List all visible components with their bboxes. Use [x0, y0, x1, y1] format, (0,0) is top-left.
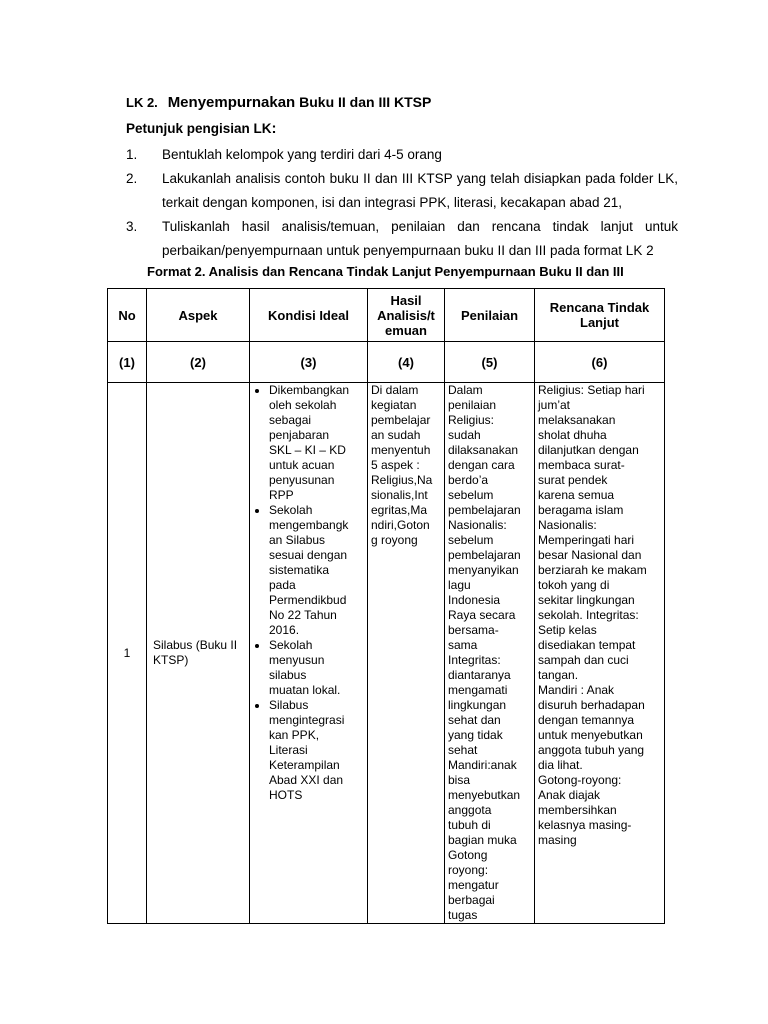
instruction-text: Lakukanlah analisis contoh buku II dan III KTSP yang telah disiapkan pada folder LK, terkait dengan komponen, isi dan integrasi PPK, literasi, kecakapan abad 21,	[162, 171, 678, 210]
cell-line: bagian muka	[448, 833, 517, 847]
instruction-number: 3.	[126, 219, 138, 234]
header-line: emuan	[385, 322, 427, 338]
cell-line: bisa	[448, 773, 471, 787]
cell-line: Silabus (Buku II	[153, 638, 238, 652]
column-number: (1)	[108, 342, 147, 383]
cell-line: kan PPK,	[269, 728, 320, 742]
cell-line: kelasnya masing-	[538, 818, 632, 832]
instruction-text: Bentuklah kelompok yang terdiri dari 4-5 orang	[162, 147, 442, 162]
cell-line: mengamati	[448, 683, 508, 697]
instructions-label	[126, 120, 277, 137]
cell-line: • Sekolah	[269, 638, 313, 652]
cell-line: muatan lokal.	[269, 683, 341, 697]
cell-line: sampah dan cuci	[538, 653, 629, 667]
kondisi-ideal-item	[269, 503, 367, 638]
cell-line: yang tidak	[448, 728, 503, 742]
header-line: Hasil	[390, 292, 422, 308]
header-kondisi-ideal: Kondisi Ideal	[250, 289, 368, 342]
cell-line: pada	[269, 578, 296, 592]
column-number: (2)	[147, 342, 250, 383]
cell-line: sudah	[448, 428, 481, 442]
cell-line: Di dalam	[371, 383, 419, 397]
cell-line: Literasi	[269, 743, 308, 757]
cell-line: surat pendek	[538, 473, 608, 487]
cell-line: pembelajaran	[448, 548, 521, 562]
cell-line: sebagai	[269, 413, 312, 427]
cell-line: Dalam	[448, 383, 483, 397]
cell-rencana	[535, 383, 665, 924]
page-title	[126, 94, 431, 111]
cell-line: sholat dhuha	[538, 428, 607, 442]
cell-line: tokoh yang di	[538, 578, 610, 592]
instruction-list	[126, 143, 678, 263]
cell-line: Gotong	[448, 848, 488, 862]
cell-line: Indonesia	[448, 593, 501, 607]
header-hasil-analisis	[368, 289, 445, 342]
cell-line: an Silabus	[269, 533, 326, 547]
instruction-item	[126, 167, 678, 215]
header-line: Analisis/t	[377, 307, 435, 323]
cell-line: membaca surat-	[538, 458, 625, 472]
cell-line: dilaksanakan	[448, 443, 519, 457]
cell-line: Setip kelas	[538, 623, 597, 637]
column-number: (4)	[368, 342, 445, 383]
header-rencana	[535, 289, 665, 342]
analysis-table	[107, 288, 665, 924]
cell-line: SKL – KI – KD	[269, 443, 346, 457]
cell-line: tugas	[448, 908, 478, 922]
cell-line: kegiatan	[371, 398, 417, 412]
format-title: Format 2. Analisis dan Rencana Tindak Lanjut Penyempurnaan Buku II dan III	[147, 264, 624, 279]
kondisi-ideal-item	[269, 383, 367, 503]
header-line: Rencana Tindak	[549, 300, 650, 315]
cell-line: Integritas:	[448, 653, 501, 667]
table-header-row	[108, 289, 665, 342]
hasil-analisis-text	[368, 383, 444, 548]
cell-line: sebelum	[448, 488, 494, 502]
header-penilaian: Penilaian	[445, 289, 535, 342]
cell-line: dengan temannya	[538, 713, 635, 727]
cell-line: berziarah ke makam	[538, 563, 647, 577]
cell-line: sekolah. Integritas:	[538, 608, 639, 622]
cell-line: Religius: Setiap hari	[538, 383, 645, 397]
header-no: No	[108, 289, 147, 342]
cell-line: penilaian	[448, 398, 497, 412]
cell-line: berdo’a	[448, 473, 489, 487]
instructions-colon: :	[271, 120, 277, 137]
cell-line: mengatur	[448, 878, 499, 892]
cell-line: tangan.	[538, 668, 579, 682]
cell-line: silabus	[269, 668, 307, 682]
cell-line: Gotong-royong:	[538, 773, 622, 787]
cell-line: Nasionalis:	[538, 518, 597, 532]
column-number: (6)	[535, 342, 665, 383]
cell-line: sistematika	[269, 563, 330, 577]
cell-line: sekitar lingkungan	[538, 593, 635, 607]
cell-line: sehat dan	[448, 713, 501, 727]
cell-penilaian	[445, 383, 535, 924]
cell-line: menyentuh	[371, 443, 431, 457]
cell-no: 1	[108, 383, 147, 924]
cell-line: No 22 Tahun	[269, 608, 337, 622]
cell-line: untuk acuan	[269, 458, 335, 472]
cell-line: dengan cara	[448, 458, 515, 472]
column-number: (5)	[445, 342, 535, 383]
cell-line: beragama islam	[538, 503, 624, 517]
cell-line: karena semua	[538, 488, 615, 502]
table-numbering-row	[108, 342, 665, 383]
cell-line: Abad XXI dan	[269, 773, 344, 787]
cell-line: HOTS	[269, 788, 303, 802]
cell-line: Mandiri:anak	[448, 758, 517, 772]
cell-line: 5 aspek :	[371, 458, 420, 472]
title-main: Menyempurnakan	[167, 94, 296, 111]
cell-line: KTSP)	[153, 653, 189, 667]
cell-kondisi-ideal	[250, 383, 368, 924]
instruction-number: 1.	[126, 147, 138, 162]
cell-line: menyusun	[269, 653, 325, 667]
cell-line: besar Nasional dan	[538, 548, 642, 562]
cell-line: sesuai dengan	[269, 548, 348, 562]
cell-line: Keterampilan	[269, 758, 340, 772]
cell-line: • Dikembangkan	[269, 383, 350, 397]
instructions-label-text: Petunjuk pengisian LK	[126, 121, 272, 136]
cell-line: pembelajar	[371, 413, 431, 427]
cell-line: lingkungan	[448, 698, 507, 712]
instruction-text: Tuliskanlah hasil analisis/temuan, penilaian dan rencana tindak lanjut untuk perbaikan/penyempurnaan untuk penyempurnaan buku II dan III pada format LK 2	[162, 219, 678, 258]
cell-line: membersihkan	[538, 803, 617, 817]
cell-line: penjabaran	[269, 428, 330, 442]
cell-line: royong:	[448, 863, 489, 877]
cell-line: untuk menyebutkan	[538, 728, 643, 742]
cell-line: dia lihat.	[538, 758, 583, 772]
cell-line: Permendikbud	[269, 593, 347, 607]
cell-aspek	[147, 383, 250, 924]
cell-line: Religius,Na	[371, 473, 433, 487]
cell-line: Memperingati hari	[538, 533, 635, 547]
cell-line: penyusunan	[269, 473, 335, 487]
kondisi-ideal-list	[250, 383, 367, 803]
cell-line: sehat	[448, 743, 478, 757]
cell-line: melaksanakan	[538, 413, 616, 427]
cell-line: Religius:	[448, 413, 495, 427]
cell-line: an sudah	[371, 428, 421, 442]
cell-line: masing	[538, 833, 577, 847]
cell-line: bersama-	[448, 623, 499, 637]
cell-line: g royong	[371, 533, 418, 547]
cell-line: tubuh di	[448, 818, 491, 832]
instruction-item	[126, 143, 678, 167]
cell-line: 2016.	[269, 623, 300, 637]
cell-line: anggota	[448, 803, 492, 817]
cell-line: Raya secara	[448, 608, 516, 622]
cell-line: sionalis,Int	[371, 488, 428, 502]
cell-line: mengintegrasi	[269, 713, 345, 727]
instruction-number: 2.	[126, 171, 138, 186]
cell-line: ndiri,Goton	[371, 518, 430, 532]
cell-line: sama	[448, 638, 478, 652]
cell-line: Anak diajak	[538, 788, 601, 802]
kondisi-ideal-item	[269, 698, 367, 803]
cell-line: • Sekolah	[269, 503, 313, 517]
table-row	[108, 383, 665, 924]
cell-line: disediakan tempat	[538, 638, 636, 652]
cell-line: menyanyikan	[448, 563, 519, 577]
cell-line: disuruh berhadapan	[538, 698, 645, 712]
title-lk-number: LK 2.	[126, 95, 158, 110]
cell-line: • Silabus	[269, 698, 309, 712]
cell-line: pembelajaran	[448, 503, 521, 517]
cell-line: anggota tubuh yang	[538, 743, 645, 757]
cell-line: menyebutkan	[448, 788, 521, 802]
cell-line: Mandiri : Anak	[538, 683, 615, 697]
cell-line: mengembangk	[269, 518, 349, 532]
cell-line: lagu	[448, 578, 471, 592]
title-rest: Buku II dan III KTSP	[299, 94, 432, 110]
cell-line: oleh sekolah	[269, 398, 337, 412]
header-line: Lanjut	[580, 315, 619, 330]
cell-line: berbagai	[448, 893, 495, 907]
kondisi-ideal-item	[269, 638, 367, 698]
cell-line: jum’at	[538, 398, 571, 412]
cell-line: Nasionalis:	[448, 518, 507, 532]
rencana-text	[535, 383, 664, 848]
cell-line: egritas,Ma	[371, 503, 428, 517]
cell-line: dilanjutkan dengan	[538, 443, 639, 457]
header-aspek: Aspek	[147, 289, 250, 342]
cell-hasil-analisis	[368, 383, 445, 924]
column-number: (3)	[250, 342, 368, 383]
penilaian-text	[445, 383, 534, 923]
cell-line: sebelum	[448, 533, 494, 547]
cell-line: diantaranya	[448, 668, 511, 682]
cell-line: RPP	[269, 488, 294, 502]
instruction-item	[126, 215, 678, 263]
